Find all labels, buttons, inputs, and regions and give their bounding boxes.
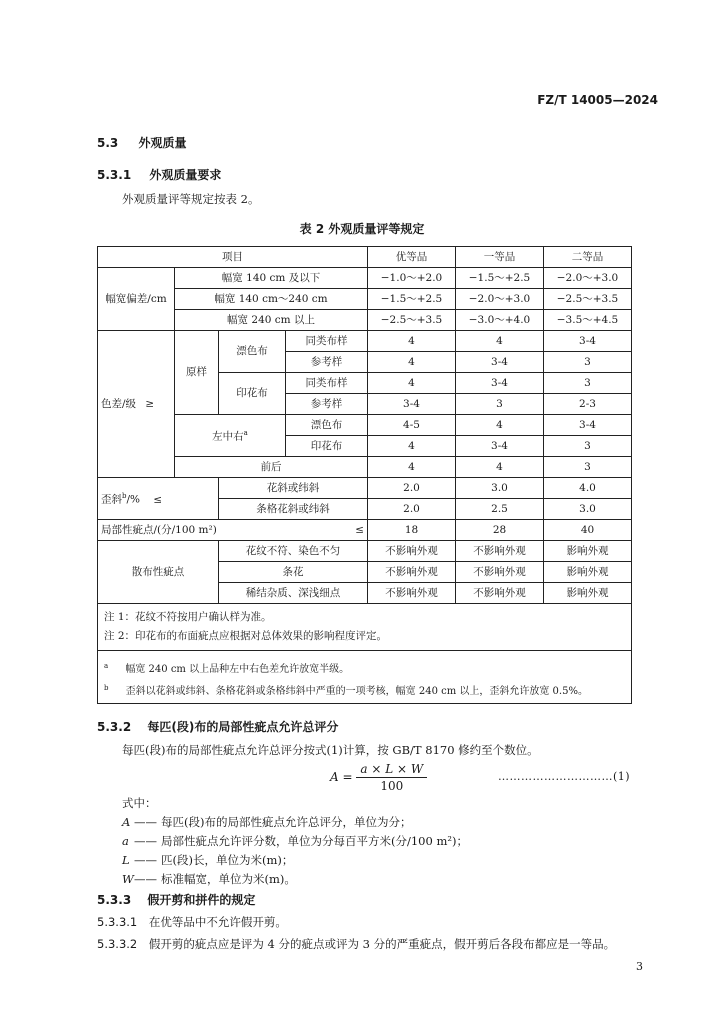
formula-lhs: A = xyxy=(330,770,353,784)
table-row xyxy=(98,457,632,478)
width-deviation-label: 幅宽偏差/cm xyxy=(98,268,175,331)
table-cell: 3.0 xyxy=(544,499,632,520)
table-cell: 4 xyxy=(368,331,456,352)
section-number: 5.3 xyxy=(97,136,119,150)
header-grade-3: 二等品 xyxy=(544,247,632,268)
skew-label xyxy=(98,478,219,520)
footnote-mark: a xyxy=(104,662,109,670)
color-diff-text: 色差/级 xyxy=(101,397,137,410)
definition-text: 标准幅宽，单位为米(m)。 xyxy=(161,872,296,886)
definition-symbol: L xyxy=(122,853,130,867)
appearance-quality-table xyxy=(97,246,632,704)
clause-text: 在优等品中不允许假开剪。 xyxy=(148,915,287,929)
table-cell: 28 xyxy=(456,520,544,541)
definition-dash: —— xyxy=(134,872,157,886)
section-title: 外观质量要求 xyxy=(149,168,222,182)
table-row xyxy=(98,541,632,562)
definition-text: 局部性疵点允许评分数，单位为分每百平方米(分/100 m²)； xyxy=(161,834,468,848)
table-header-row xyxy=(98,247,632,268)
table-cell: 2-3 xyxy=(544,394,632,415)
printed-cloth-label: 印花布 xyxy=(219,373,286,415)
table-cell: 条花 xyxy=(219,562,368,583)
table-footnotes-row xyxy=(98,651,632,704)
table-footnote xyxy=(104,677,625,699)
table-cell: −1.5～+2.5 xyxy=(456,268,544,289)
footnote-mark: a xyxy=(243,429,248,438)
table-cell: −3.5～+4.5 xyxy=(544,310,632,331)
section-5-3-2-body: 每匹(段)布的局部性疵点允许总评分按式(1)计算，按 GB/T 8170 修约至个数位。 xyxy=(122,743,539,757)
table-cell: 3-4 xyxy=(368,394,456,415)
table-cell: 不影响外观 xyxy=(456,541,544,562)
definition-symbol: a xyxy=(122,834,129,848)
clause-5-3-3-2 xyxy=(97,936,657,952)
table-cell: −2.0～+3.0 xyxy=(456,289,544,310)
formula-1 xyxy=(330,762,427,793)
table-cell: 参考样 xyxy=(286,352,368,373)
table-cell: 18 xyxy=(368,520,456,541)
table-cell: 4 xyxy=(456,457,544,478)
clause-number: 5.3.3.1 xyxy=(97,915,138,929)
table-cell: 幅宽 140 cm 及以下 xyxy=(175,268,368,289)
table-row xyxy=(98,268,632,289)
formula-denominator: 100 xyxy=(380,779,404,793)
ge-symbol: ≥ xyxy=(145,397,155,410)
table-notes xyxy=(98,604,632,651)
table-notes-row xyxy=(98,604,632,651)
table-cell: −1.5～+2.5 xyxy=(368,289,456,310)
table-cell: 4-5 xyxy=(368,415,456,436)
section-number: 5.3.3 xyxy=(97,893,132,907)
table-cell: 3 xyxy=(544,457,632,478)
table-cell: 不影响外观 xyxy=(368,562,456,583)
table-cell: 3 xyxy=(544,436,632,457)
le-symbol: ≤ xyxy=(355,523,364,536)
table-cell: 花纹不符、染色不匀 xyxy=(219,541,368,562)
clause-number: 5.3.3.2 xyxy=(97,937,138,951)
section-5-3-3-heading xyxy=(97,891,255,908)
section-number: 5.3.2 xyxy=(97,720,132,734)
left-middle-right-label xyxy=(175,415,286,457)
definition-row xyxy=(122,833,468,849)
section-title: 外观质量 xyxy=(138,136,187,150)
header-item: 项目 xyxy=(98,247,368,268)
scatter-defect-label: 散布性疵点 xyxy=(98,541,219,604)
definition-dash: —— xyxy=(134,815,157,829)
formula-fraction xyxy=(356,762,427,793)
table-row xyxy=(98,478,632,499)
header-grade-2: 一等品 xyxy=(456,247,544,268)
table-cell: 3 xyxy=(456,394,544,415)
table-row xyxy=(98,415,632,436)
footnote-mark: b xyxy=(122,492,127,501)
table-cell: 40 xyxy=(544,520,632,541)
table-cell: −2.5～+3.5 xyxy=(368,310,456,331)
table-cell: 印花布 xyxy=(286,436,368,457)
table-cell: 2.5 xyxy=(456,499,544,520)
definition-symbol: A xyxy=(122,815,131,829)
table-cell: 4 xyxy=(368,352,456,373)
section-title: 每匹(段)布的局部性疵点允许总评分 xyxy=(147,720,339,734)
table-row xyxy=(98,520,632,541)
table-cell: 影响外观 xyxy=(544,562,632,583)
table-cell: 幅宽 140 cm～240 cm xyxy=(175,289,368,310)
table-cell: 3-4 xyxy=(456,373,544,394)
skew-unit: /% xyxy=(126,493,140,506)
footnote-mark: b xyxy=(104,684,109,692)
local-defect-text: 局部性疵点/(分/100 m²) xyxy=(101,523,217,536)
table-footnote xyxy=(104,655,625,677)
definition-row xyxy=(122,852,293,868)
footnote-text: 歪斜以花斜或纬斜、条格花斜或条格纬斜中严重的一项考核，幅宽 240 cm 以上，歪斜允许放宽 0.5%。 xyxy=(125,686,588,698)
table-cell: −1.0～+2.0 xyxy=(368,268,456,289)
table-cell: 不影响外观 xyxy=(368,583,456,604)
table-cell: 4 xyxy=(368,436,456,457)
definition-dash: —— xyxy=(134,834,157,848)
clause-text: 假开剪的疵点应是评为 4 分的疵点或评为 3 分的严重疵点，假开剪后各段布都应是一等品。 xyxy=(148,937,616,951)
table-row xyxy=(98,289,632,310)
skew-text: 歪斜 xyxy=(101,493,122,506)
definition-row xyxy=(122,871,296,887)
table-cell: 不影响外观 xyxy=(456,562,544,583)
table-note: 注 2：印花布的布面疵点应根据对总体效果的影响程度评定。 xyxy=(104,630,388,642)
table-cell: 前后 xyxy=(175,457,368,478)
table-cell: 稀结杂质、深浅细点 xyxy=(219,583,368,604)
section-5-3-1-body: 外观质量评等规定按表 2。 xyxy=(122,192,260,206)
table-cell: 条格花斜或纬斜 xyxy=(219,499,368,520)
footnote-text: 幅宽 240 cm 以上品种左中右色差允许放宽半级。 xyxy=(125,664,350,676)
table-cell: 4 xyxy=(456,415,544,436)
table-cell: 2.0 xyxy=(368,478,456,499)
table-row xyxy=(98,331,632,352)
table-cell: 不影响外观 xyxy=(368,541,456,562)
table-cell: 不影响外观 xyxy=(456,583,544,604)
table-cell: 3 xyxy=(544,352,632,373)
table-cell: 4 xyxy=(368,457,456,478)
where-label: 式中： xyxy=(122,796,157,810)
formula-numerator: a × L × W xyxy=(356,762,427,778)
definition-dash: —— xyxy=(134,853,157,867)
table-footnotes xyxy=(98,651,632,704)
bleached-cloth-label: 漂色布 xyxy=(219,331,286,373)
section-5-3-2-heading xyxy=(97,718,338,735)
table-cell: 影响外观 xyxy=(544,541,632,562)
table-cell: 3-4 xyxy=(544,415,632,436)
table-cell: −2.5～+3.5 xyxy=(544,289,632,310)
table-cell: 漂色布 xyxy=(286,415,368,436)
page-number: 3 xyxy=(636,960,643,973)
definition-text: 匹(段)长，单位为米(m)； xyxy=(161,853,294,867)
color-diff-label xyxy=(98,331,175,478)
original-sample-label: 原样 xyxy=(175,331,219,415)
table-cell: 花斜或纬斜 xyxy=(219,478,368,499)
section-5-3-1-heading xyxy=(97,166,221,183)
table-cell: 同类布样 xyxy=(286,373,368,394)
table-cell: 幅宽 240 cm 以上 xyxy=(175,310,368,331)
definition-symbol: W xyxy=(122,872,134,886)
table-note: 注 1：花纹不符按用户确认样为准。 xyxy=(104,611,272,623)
table-cell: 4 xyxy=(456,331,544,352)
definition-row xyxy=(122,814,411,830)
table-caption: 表 2 外观质量评等规定 xyxy=(299,222,425,236)
section-title: 假开剪和拼件的规定 xyxy=(147,893,256,907)
formula-number: …………………………(1) xyxy=(498,770,631,783)
header-grade-1: 优等品 xyxy=(368,247,456,268)
table-cell: 3 xyxy=(544,373,632,394)
clause-5-3-3-1 xyxy=(97,914,287,930)
section-5-3-heading xyxy=(97,134,186,151)
table-cell: −3.0～+4.0 xyxy=(456,310,544,331)
table-cell: 3-4 xyxy=(544,331,632,352)
table-cell: 4.0 xyxy=(544,478,632,499)
table-cell: 参考样 xyxy=(286,394,368,415)
table-cell: 4 xyxy=(368,373,456,394)
section-number: 5.3.1 xyxy=(97,168,132,182)
table-cell: 影响外观 xyxy=(544,583,632,604)
table-cell: 3.0 xyxy=(456,478,544,499)
table-cell: −2.0～+3.0 xyxy=(544,268,632,289)
doc-code: FZ/T 14005—2024 xyxy=(537,93,658,107)
local-defect-label xyxy=(98,520,368,541)
table-cell: 2.0 xyxy=(368,499,456,520)
lmr-text: 左中右 xyxy=(212,430,244,443)
definition-text: 每匹(段)布的局部性疵点允许总评分，单位为分； xyxy=(161,815,412,829)
table-cell: 3-4 xyxy=(456,352,544,373)
table-cell: 3-4 xyxy=(456,436,544,457)
le-symbol: ≤ xyxy=(153,493,163,506)
table-cell: 同类布样 xyxy=(286,331,368,352)
table-row xyxy=(98,310,632,331)
